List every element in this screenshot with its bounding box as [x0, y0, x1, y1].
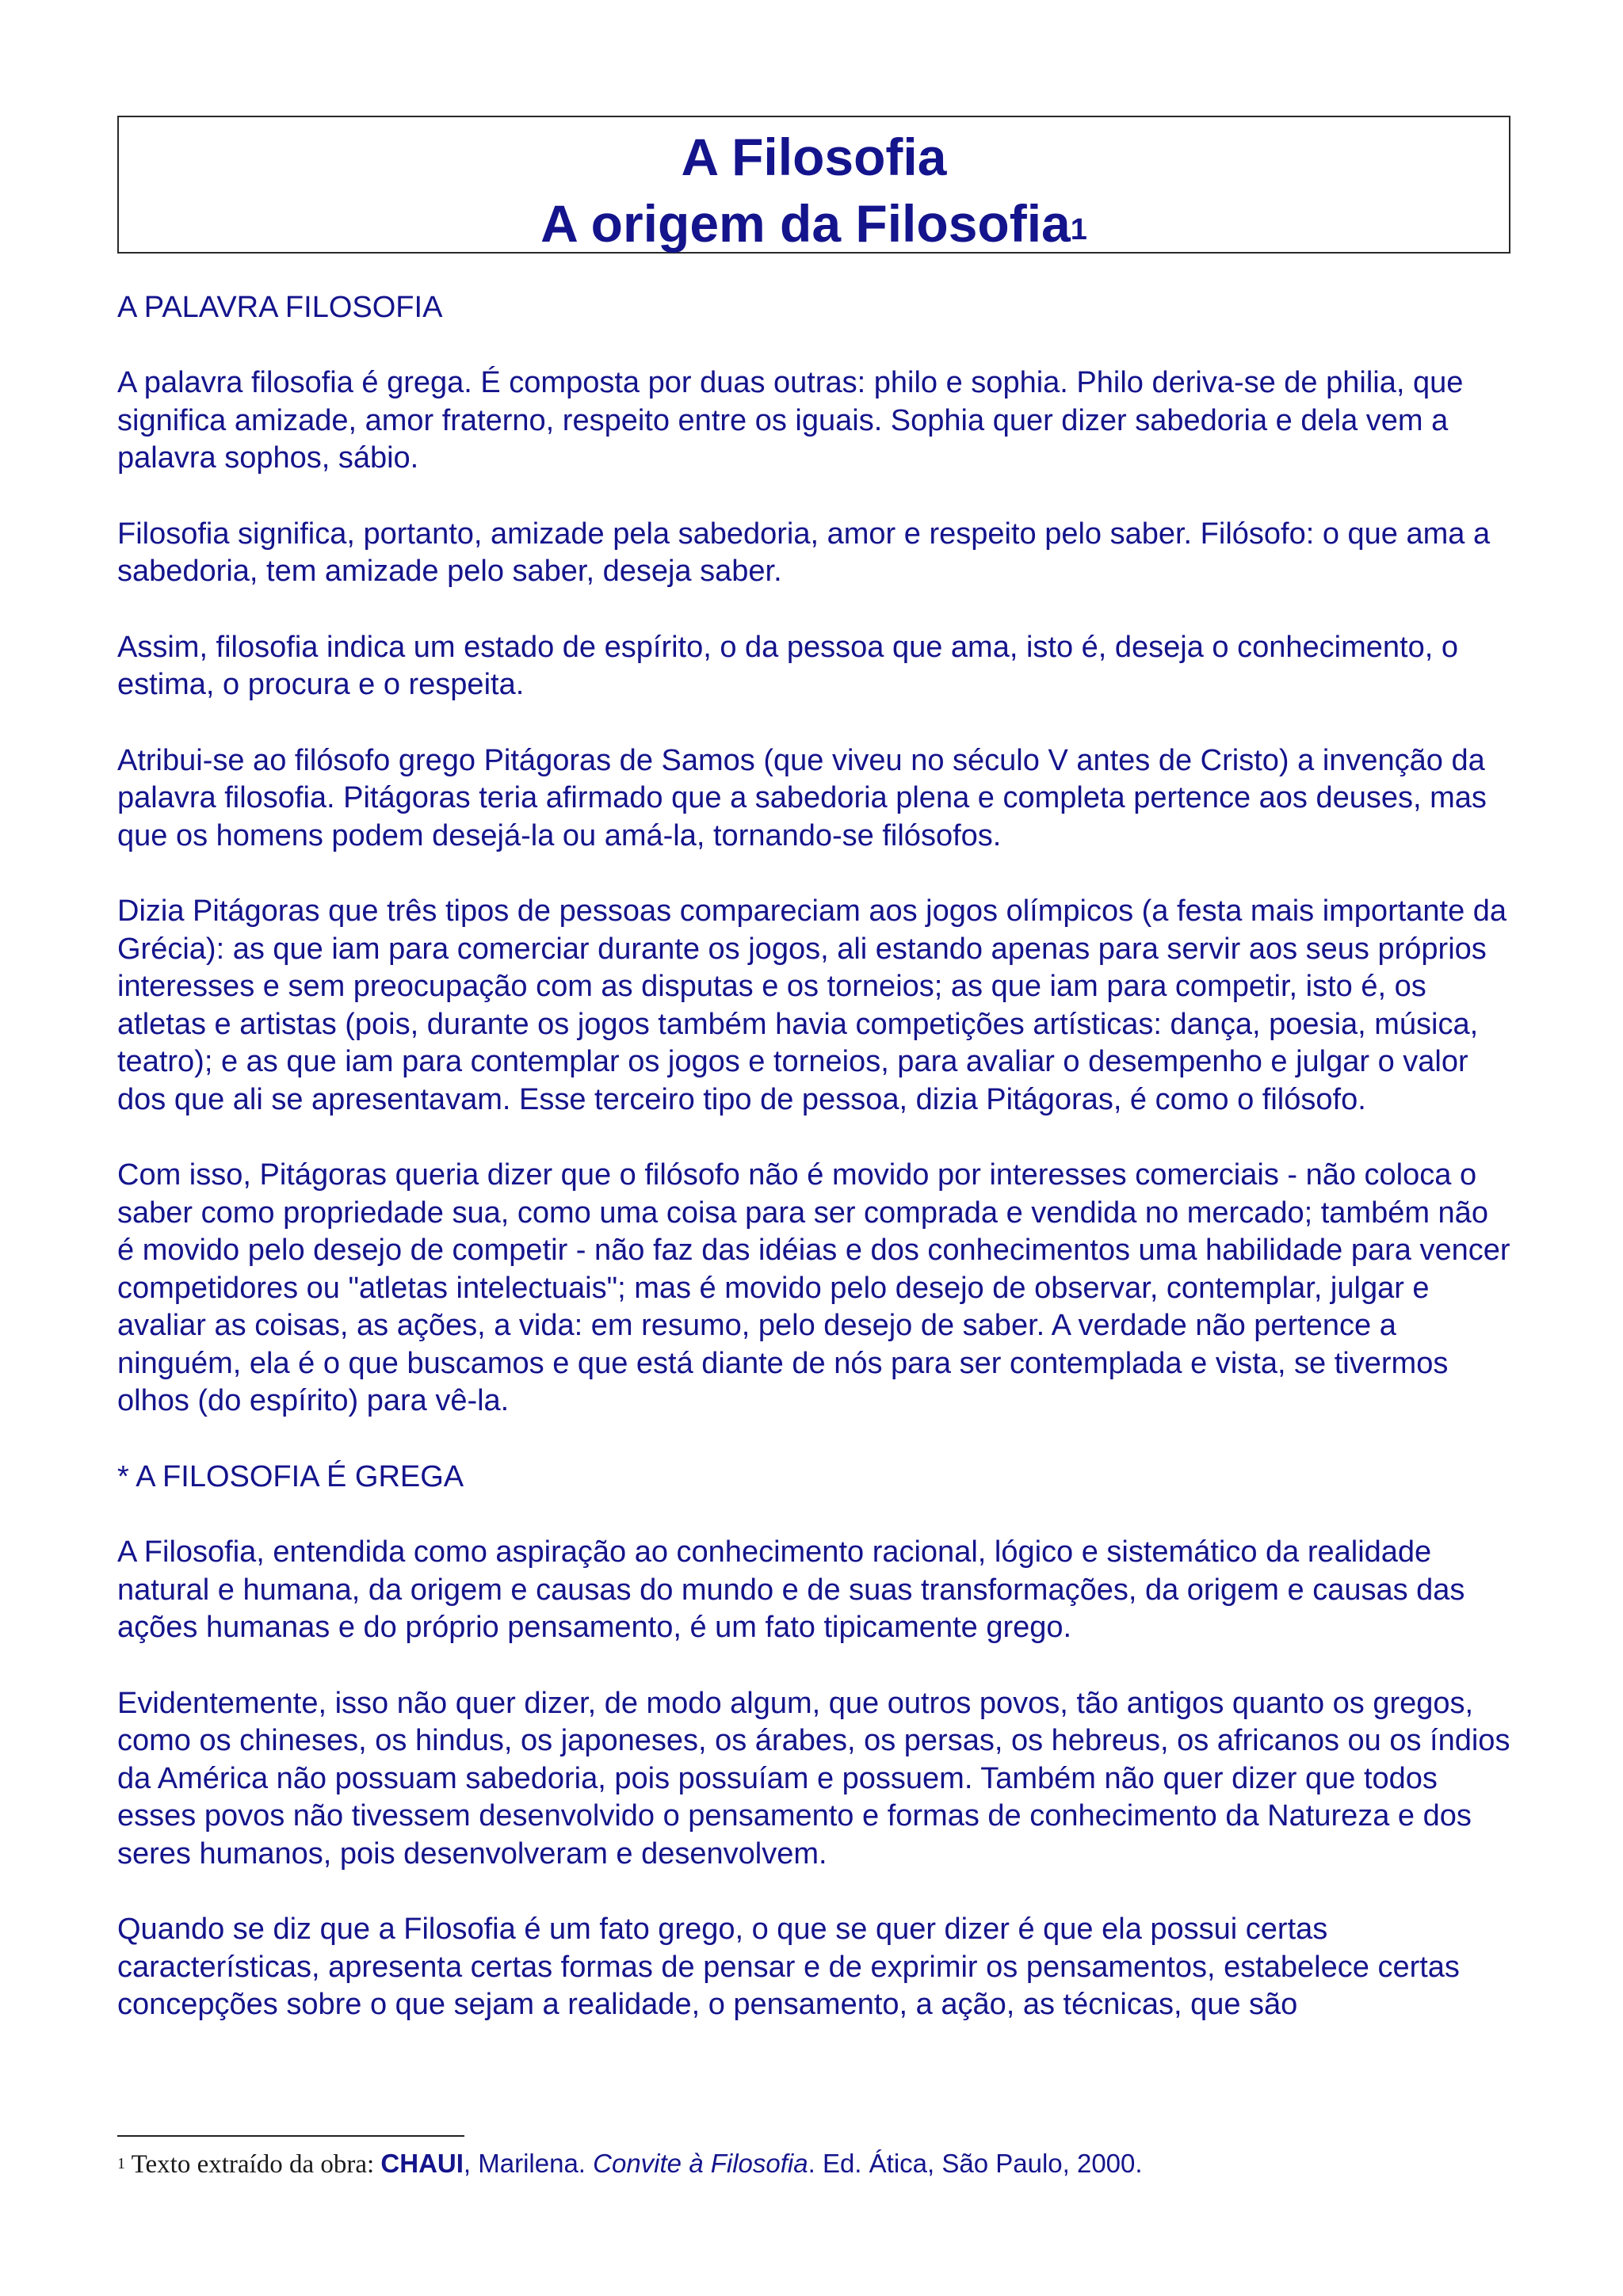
- paragraph: Filosofia significa, portanto, amizade pela sabedoria, amor e respeito pelo saber. Filósofo: o que ama a sabedoria, tem amizade pelo saber, deseja saber.: [117, 517, 1491, 588]
- document-subtitle: [119, 190, 1509, 257]
- footnote-publisher: . Ed. Ática, São Paulo, 2000.: [808, 2149, 1143, 2178]
- footnote-work-title: Convite à Filosofia: [593, 2149, 808, 2178]
- paragraph: A Filosofia, entendida como aspiração ao conhecimento racional, lógico e sistemático da realidade natural e humana, da origem e causas do mundo e de suas transformações, da origem e causas das ações humanas e do próprio pensamento, é um fato tipicamente grego.: [117, 1535, 1465, 1644]
- footnote-prefix: Texto extraído da obra:: [125, 2150, 381, 2179]
- footnote-author-surname: CHAUI: [380, 2149, 464, 2178]
- paragraph: A palavra filosofia é grega. É composta por duas outras: philo e sophia. Philo deriva-se de philia, que significa amizade, amor fraterno, respeito entre os iguais. Sophia quer dizer sabedoria e dela vem a palavra sophos, sábio.: [117, 366, 1464, 475]
- subtitle-text: A origem da Filosofia: [540, 194, 1071, 253]
- document-title: A Filosofia: [681, 128, 947, 186]
- section-heading-grega: * A FILOSOFIA É GREGA: [117, 1459, 464, 1493]
- paragraph: Com isso, Pitágoras queria dizer que o filósofo não é movido por interesses comerciais - não coloca o saber como propriedade sua, como uma coisa para ser comprada e vendida no mercado; também não é movido pelo desejo de competir - não faz das idéias e dos conhecimentos uma habilidade para vencer competidores ou "atletas intelectuais"; mas é movido pelo desejo de observar, contemplar, julgar e avaliar as coisas, as ações, a vida: em resumo, pelo desejo de saber. A verdade não pertence a ninguém, ela é o que buscamos e que está diante de nós para ser contemplada e vista, se tivermos olhos (do espírito) para vê-la.: [117, 1158, 1510, 1417]
- paragraph: Atribui-se ao filósofo grego Pitágoras de Samos (que viveu no século V antes de Cristo) a invenção da palavra filosofia. Pitágoras teria afirmado que a sabedoria plena e completa pertence aos deuses, mas que os homens podem desejá-la ou amá-la, tornando-se filósofos.: [117, 743, 1487, 852]
- section-heading-palavra: A PALAVRA FILOSOFIA: [117, 291, 443, 324]
- footnote-author-rest: , Marilena.: [463, 2149, 594, 2178]
- footnote-reference[interactable]: 1: [1070, 213, 1087, 246]
- footnote-divider: [117, 2135, 464, 2137]
- paragraph: Evidentemente, isso não quer dizer, de modo algum, que outros povos, tão antigos quanto os gregos, como os chineses, os hindus, os japoneses, os árabes, os persas, os hebreus, os africanos ou os índios da América não possuam sabedoria, pois possuíam e possuem. Também não quer dizer que todos esses povos não tivessem desenvolvido o pensamento e formas de conhecimento da Natureza e dos seres humanos, pois desenvolveram e desenvolvem.: [117, 1686, 1510, 1871]
- title-box: [117, 116, 1510, 254]
- footnote: [117, 2147, 1510, 2181]
- paragraph: Dizia Pitágoras que três tipos de pessoas compareciam aos jogos olímpicos (a festa mais importante da Grécia): as que iam para comerciar durante os jogos, ali estando apenas para servir aos seus próprios interesses e sem preocupação com as disputas e os torneios; as que iam para competir, isto é, os atletas e artistas (pois, durante os jogos também havia competições artísticas: dança, poesia, música, teatro); e as que iam para contemplar os jogos e torneios, para avaliar o desempenho e julgar o valor dos que ali se apresentavam. Esse terceiro tipo de pessoa, dizia Pitágoras, é como o filósofo.: [117, 894, 1507, 1116]
- paragraph: Assim, filosofia indica um estado de espírito, o da pessoa que ama, isto é, deseja o conhecimento, o estima, o procura e o respeita.: [117, 630, 1458, 701]
- paragraph: Quando se diz que a Filosofia é um fato grego, o que se quer dizer é que ela possui certas características, apresenta certas formas de pensar e de exprimir os pensamentos, estabelece certas concepções sobre o que sejam a realidade, o pensamento, a ação, as técnicas, que são: [117, 1913, 1460, 2021]
- footnote-number: 1: [117, 2155, 125, 2172]
- document-page: [117, 116, 1510, 2024]
